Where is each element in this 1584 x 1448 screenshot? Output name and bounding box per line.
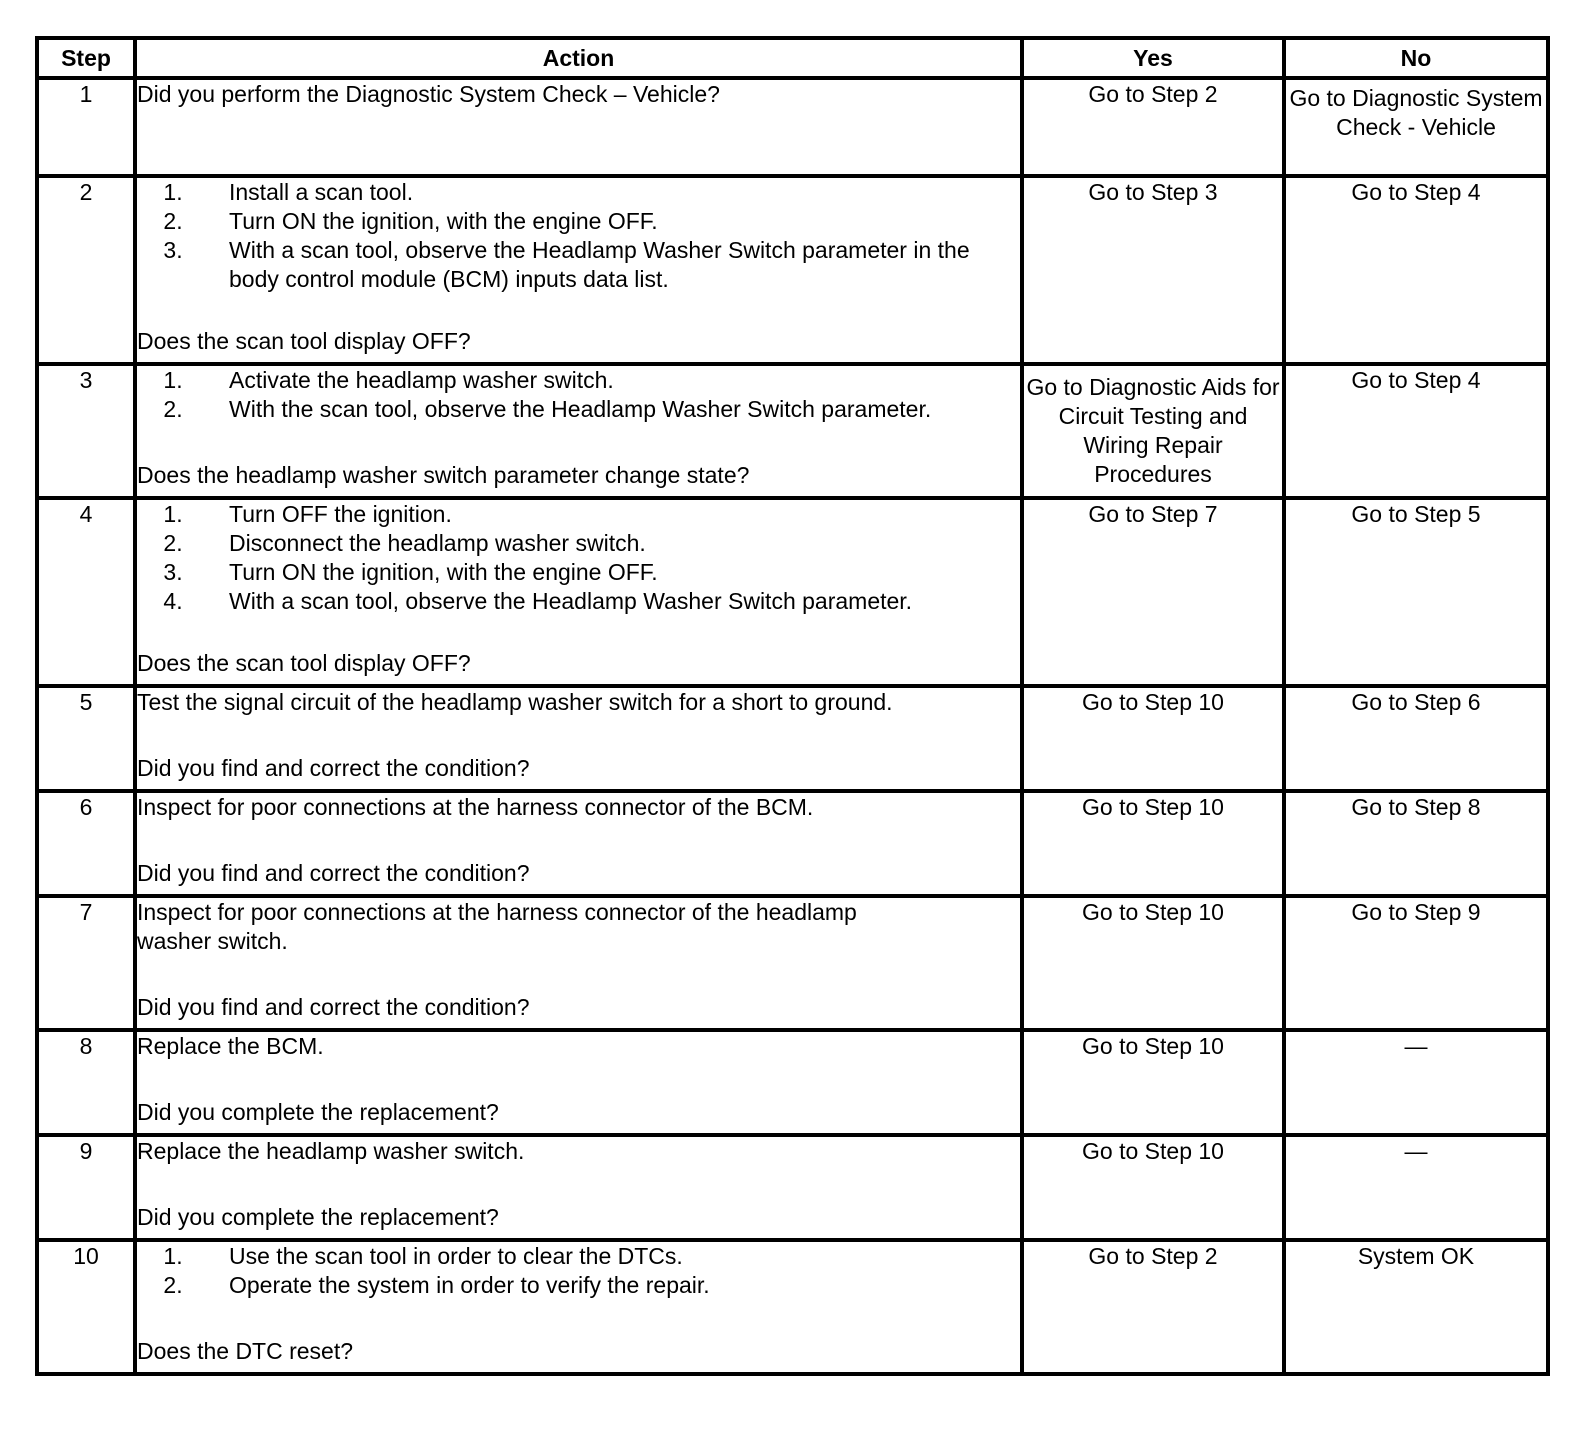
no-cell: Go to Step 4 <box>1284 176 1548 364</box>
yes-cell: Go to Step 2 <box>1022 1240 1284 1374</box>
list-item: 2. Turn ON the ignition, with the engine OFF. <box>189 207 1020 236</box>
yes-cell: Go to Step 10 <box>1022 791 1284 896</box>
step-number: 8 <box>37 1030 135 1135</box>
list-item: 1. Turn OFF the ignition. <box>189 500 1020 529</box>
no-cell: Go to Step 5 <box>1284 498 1548 686</box>
action-question: Did you find and correct the condition? <box>137 994 530 1020</box>
step-number: 7 <box>37 896 135 1030</box>
action-text: Did you perform the Diagnostic System Check – Vehicle? <box>137 81 720 107</box>
no-cell: Go to Step 6 <box>1284 686 1548 791</box>
action-question: Does the headlamp washer switch parameter change state? <box>137 462 750 488</box>
action-cell <box>135 1030 1022 1135</box>
action-question: Does the DTC reset? <box>137 1338 354 1364</box>
table-row <box>37 1030 1548 1135</box>
step-number: 5 <box>37 686 135 791</box>
yes-cell: Go to Step 3 <box>1022 176 1284 364</box>
action-text: Inspect for poor connections at the harness connector of the headlamp washer switch. <box>137 899 857 954</box>
action-text: Replace the BCM. <box>137 1033 324 1059</box>
list-item: 3. With a scan tool, observe the Headlamp Washer Switch parameter in the body control module (BCM) inputs data list. <box>189 236 1020 294</box>
action-text: Test the signal circuit of the headlamp washer switch for a short to ground. <box>137 689 893 715</box>
table-row <box>37 896 1548 1030</box>
action-cell <box>135 896 1022 1030</box>
table-row <box>37 78 1548 176</box>
table-row <box>37 791 1548 896</box>
no-cell: Go to Step 8 <box>1284 791 1548 896</box>
list-item: 1. Install a scan tool. <box>189 178 1020 207</box>
list-item: 2. Disconnect the headlamp washer switch. <box>189 529 1020 558</box>
action-steps <box>137 366 1020 424</box>
no-cell: Go to Diagnostic System Check - Vehicle <box>1284 78 1548 176</box>
yes-cell: Go to Step 2 <box>1022 78 1284 176</box>
action-cell <box>135 78 1022 176</box>
step-number: 4 <box>37 498 135 686</box>
step-number: 6 <box>37 791 135 896</box>
table-row <box>37 176 1548 364</box>
list-item: 1. Activate the headlamp washer switch. <box>189 366 1020 395</box>
action-cell <box>135 498 1022 686</box>
action-steps <box>137 500 1020 616</box>
yes-cell: Go to Step 10 <box>1022 1030 1284 1135</box>
header-step: Step <box>37 38 135 78</box>
diagnostic-table <box>35 36 1550 1376</box>
action-question: Did you find and correct the condition? <box>137 755 530 781</box>
header-row <box>37 38 1548 78</box>
step-number: 3 <box>37 364 135 498</box>
table-row <box>37 686 1548 791</box>
yes-cell: Go to Diagnostic Aids for Circuit Testing and Wiring Repair Procedures <box>1022 364 1284 498</box>
step-number: 10 <box>37 1240 135 1374</box>
step-number: 1 <box>37 78 135 176</box>
header-action: Action <box>135 38 1022 78</box>
header-yes: Yes <box>1022 38 1284 78</box>
no-cell: — <box>1284 1030 1548 1135</box>
no-cell: System OK <box>1284 1240 1548 1374</box>
action-cell <box>135 1135 1022 1240</box>
action-question: Does the scan tool display OFF? <box>137 328 471 354</box>
no-cell: Go to Step 4 <box>1284 364 1548 498</box>
action-steps <box>137 178 1020 294</box>
list-item: 2. Operate the system in order to verify the repair. <box>189 1271 1020 1300</box>
action-steps <box>137 1242 1020 1300</box>
action-cell <box>135 791 1022 896</box>
yes-cell: Go to Step 7 <box>1022 498 1284 686</box>
table-row <box>37 498 1548 686</box>
action-cell <box>135 176 1022 364</box>
table-row <box>37 364 1548 498</box>
action-question: Did you complete the replacement? <box>137 1204 499 1230</box>
action-text: Replace the headlamp washer switch. <box>137 1138 525 1164</box>
action-question: Did you complete the replacement? <box>137 1099 499 1125</box>
action-question: Did you find and correct the condition? <box>137 860 530 886</box>
yes-cell: Go to Step 10 <box>1022 1135 1284 1240</box>
yes-cell: Go to Step 10 <box>1022 686 1284 791</box>
action-cell <box>135 686 1022 791</box>
table-row <box>37 1135 1548 1240</box>
no-cell: — <box>1284 1135 1548 1240</box>
table-row <box>37 1240 1548 1374</box>
action-text: Inspect for poor connections at the harness connector of the BCM. <box>137 794 814 820</box>
list-item: 4. With a scan tool, observe the Headlamp Washer Switch parameter. <box>189 587 1020 616</box>
list-item: 3. Turn ON the ignition, with the engine OFF. <box>189 558 1020 587</box>
no-cell: Go to Step 9 <box>1284 896 1548 1030</box>
header-no: No <box>1284 38 1548 78</box>
action-cell <box>135 364 1022 498</box>
yes-cell: Go to Step 10 <box>1022 896 1284 1030</box>
step-number: 2 <box>37 176 135 364</box>
action-question: Does the scan tool display OFF? <box>137 650 471 676</box>
action-cell <box>135 1240 1022 1374</box>
list-item: 1. Use the scan tool in order to clear the DTCs. <box>189 1242 1020 1271</box>
step-number: 9 <box>37 1135 135 1240</box>
list-item: 2. With the scan tool, observe the Headlamp Washer Switch parameter. <box>189 395 1020 424</box>
